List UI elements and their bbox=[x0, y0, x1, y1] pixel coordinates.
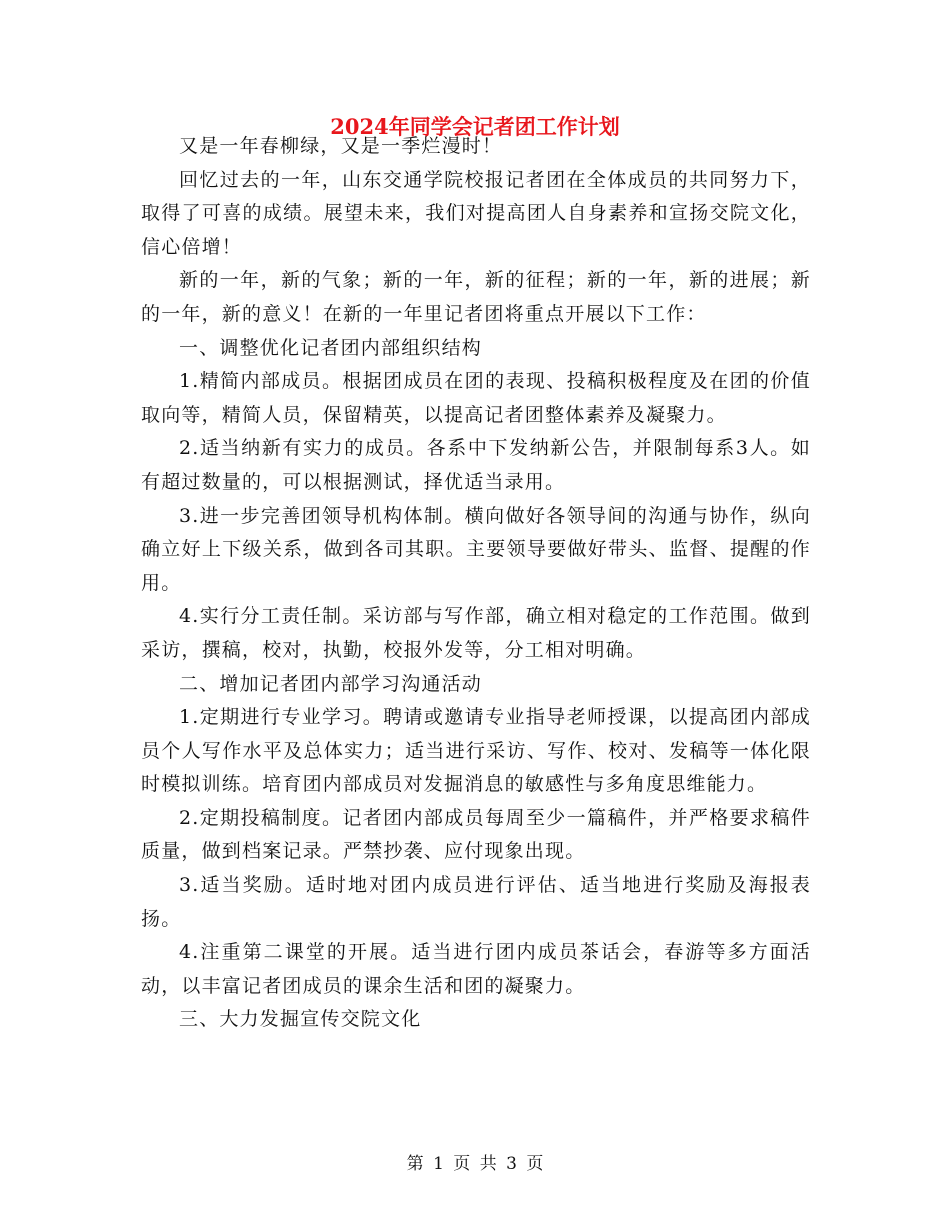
paragraph-intro: 又是一年春柳绿，又是一季烂漫时！ bbox=[179, 135, 503, 157]
paragraph-new-year: 新的一年，新的气象；新的一年，新的征程；新的一年，新的进展；新的一年，新的意义！在新的一年里记者团将重点开展以下工作： bbox=[141, 269, 811, 325]
list-item: 1.定期进行专业学习。聘请或邀请专业指导老师授课，以提高团内部成员个人写作水平及总体实力；适当进行采访、写作、校对、发稿等一体化限时模拟训练。培育团内部成员对发掘消息的敏感性与多角度思维能力。 bbox=[141, 706, 811, 796]
section-heading-3: 三、大力发掘宣传交院文化 bbox=[179, 1008, 422, 1031]
list-item: 1.精简内部成员。根据团成员在团的表现、投稿积极程度及在团的价值取向等，精简人员，保留精英，以提高记者团整体素养及凝聚力。 bbox=[141, 370, 811, 426]
document-title: 2024年同学会记者团工作计划 bbox=[330, 114, 620, 139]
document-body bbox=[141, 130, 811, 1037]
list-item: 3.进一步完善团领导机构体制。横向做好各领导间的沟通与协作，纵向确立好上下级关系，做到各司其职。主要领导要做好带头、监督、提醒的作用。 bbox=[141, 504, 811, 594]
section-heading-2: 二、增加记者团内部学习沟通活动 bbox=[179, 672, 483, 695]
list-item: 4.实行分工责任制。采访部与写作部，确立相对稳定的工作范围。做到采访，撰稿，校对，执勤，校报外发等，分工相对明确。 bbox=[141, 605, 811, 661]
list-item: 3.适当奖励。适时地对团内成员进行评估、适当地进行奖励及海报表扬。 bbox=[141, 874, 811, 930]
paragraph-review: 回忆过去的一年，山东交通学院校报记者团在全体成员的共同努力下，取得了可喜的成绩。展望未来，我们对提高团人自身素养和宣扬交院文化，信心倍增！ bbox=[141, 168, 811, 258]
list-item: 2.定期投稿制度。记者团内部成员每周至少一篇稿件，并严格要求稿件质量，做到档案记录。严禁抄袭、应付现象出现。 bbox=[141, 806, 811, 863]
page-footer: 第 1 页 共 3 页 bbox=[406, 1154, 544, 1174]
list-item: 4.注重第二课堂的开展。适当进行团内成员茶话会，春游等多方面活动，以丰富记者团成员的课余生活和团的凝聚力。 bbox=[141, 941, 811, 997]
section-heading-1: 一、调整优化记者团内部组织结构 bbox=[179, 336, 483, 359]
list-item: 2.适当纳新有实力的成员。各系中下发纳新公告，并限制每系3人。如有超过数量的，可以根据测试，择优适当录用。 bbox=[141, 437, 811, 493]
